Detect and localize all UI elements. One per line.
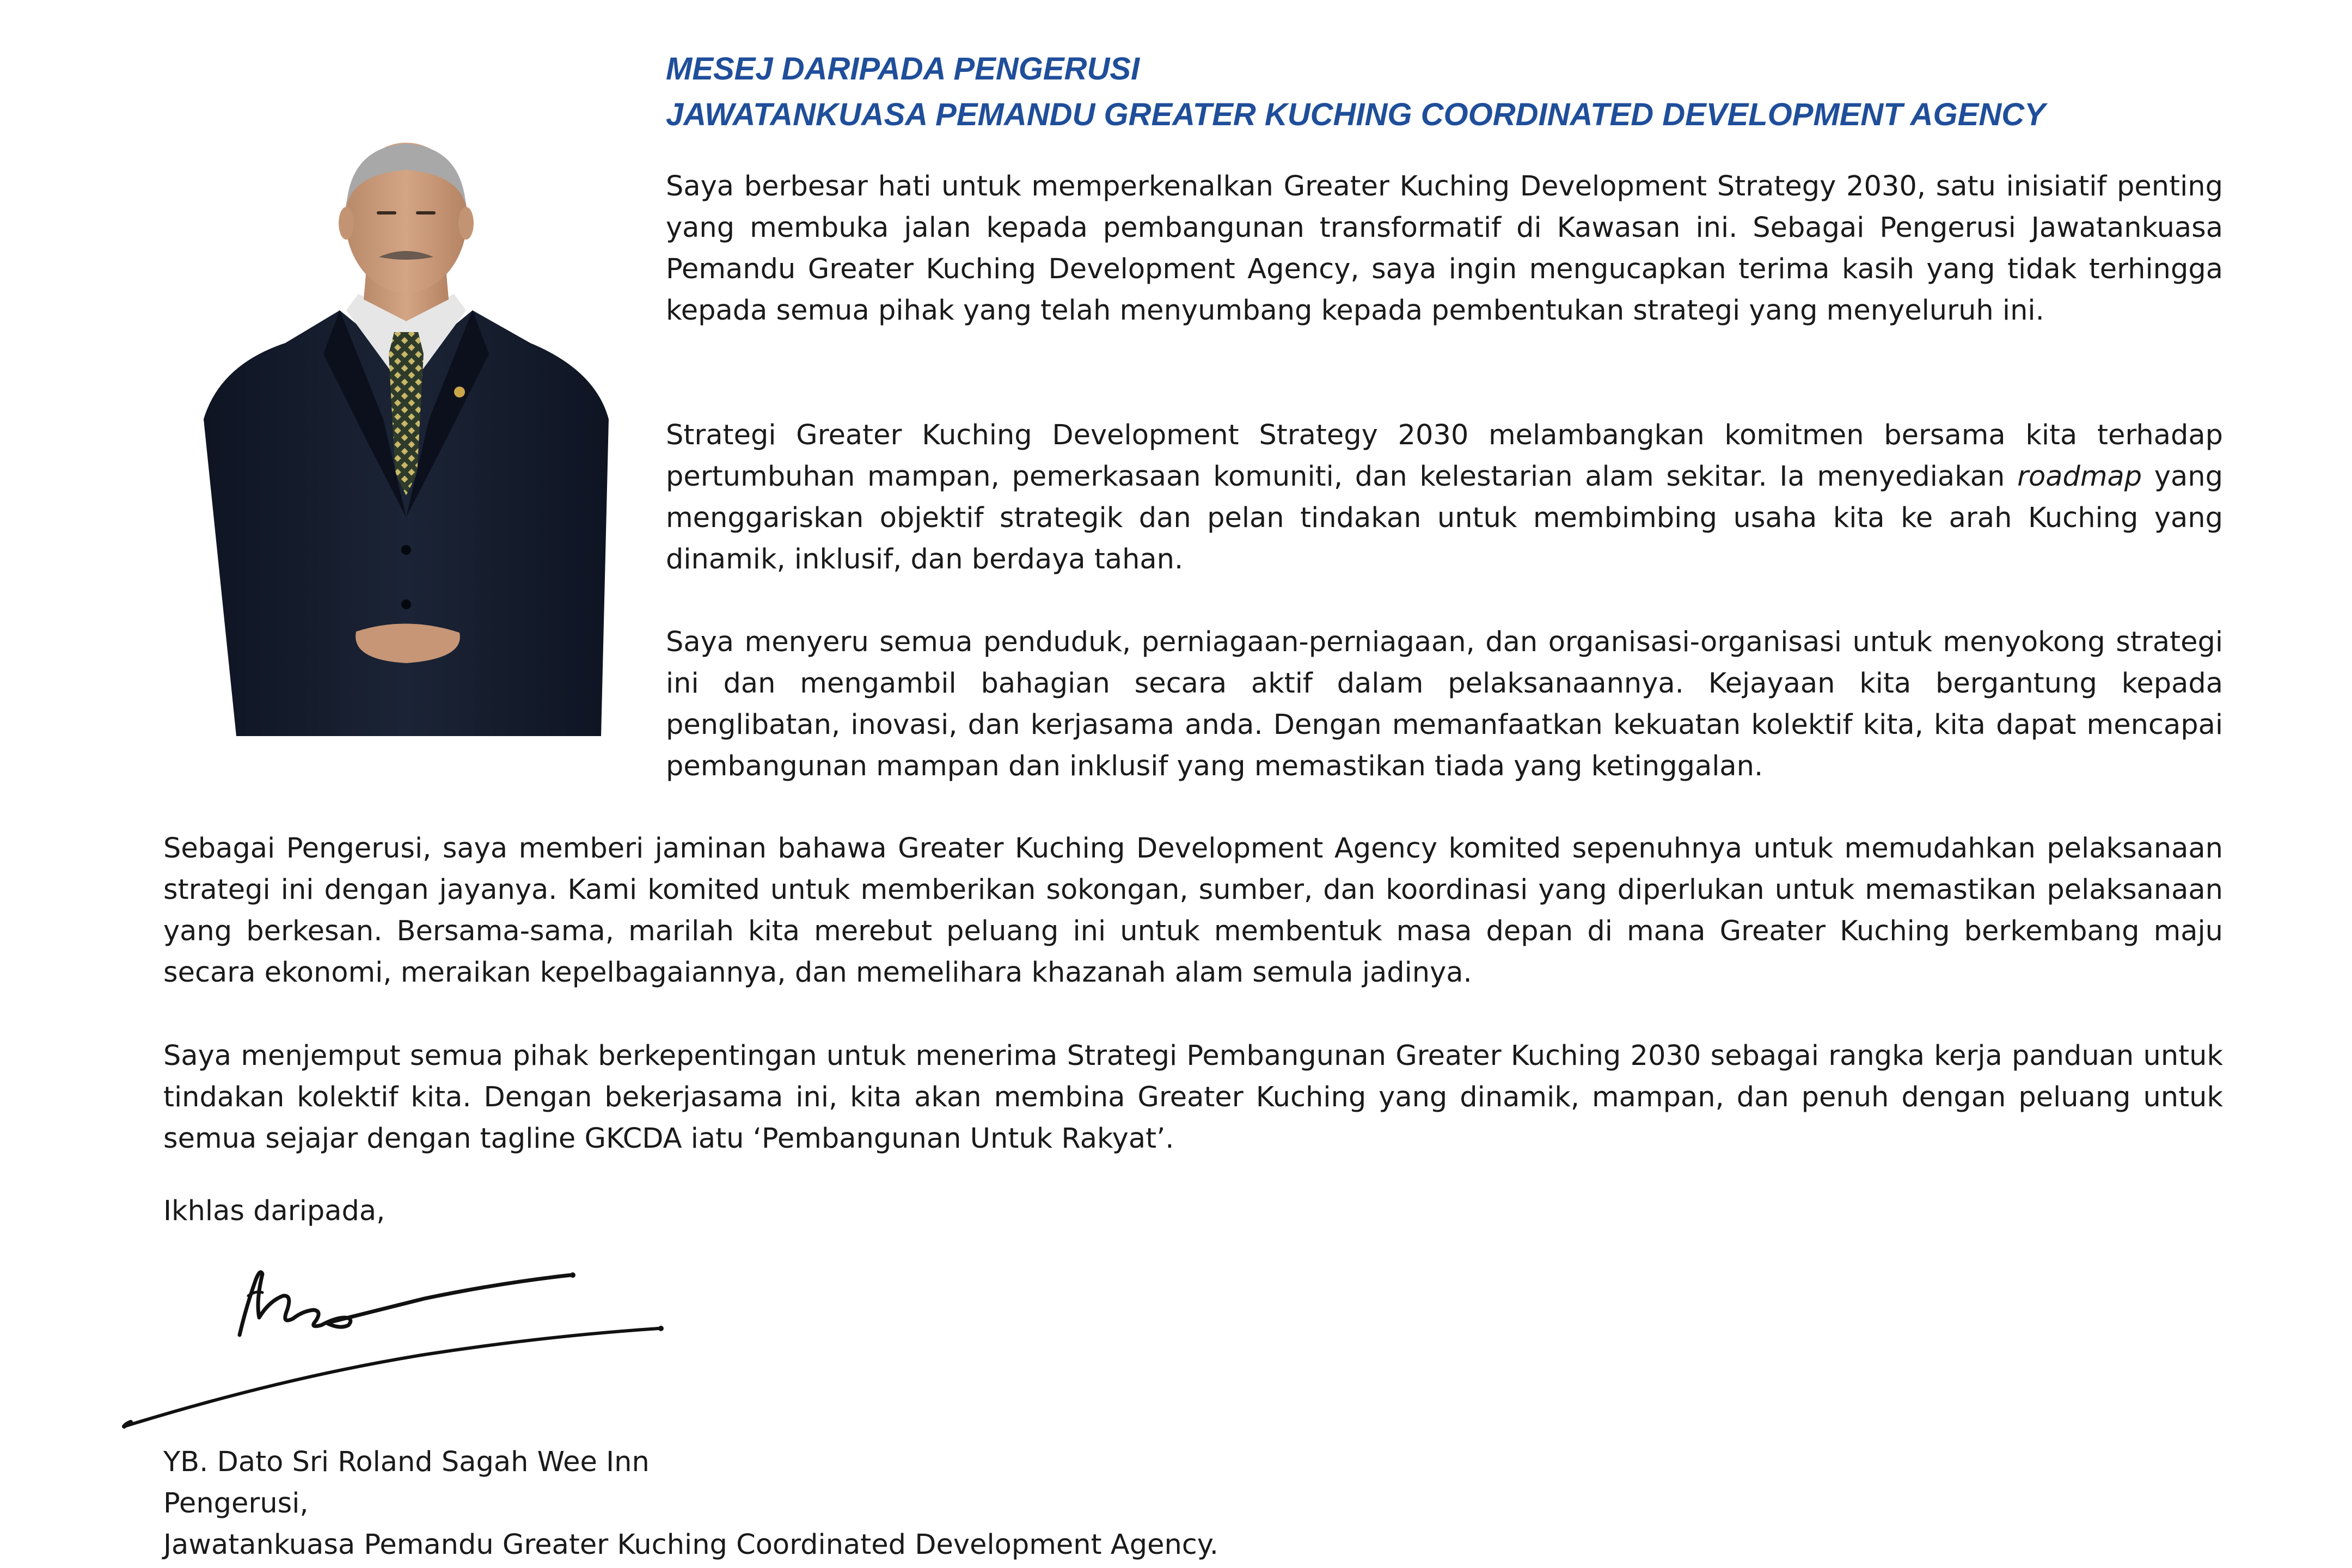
signatory-block xyxy=(163,1442,1218,1566)
signatory-position: Pengerusi, xyxy=(163,1487,309,1520)
chairman-portrait xyxy=(204,136,609,736)
message-heading xyxy=(666,46,2045,138)
paragraph-1: Saya berbesar hati untuk memperkenalkan Greater Kuching Development Strategy 2030, satu inisiatif penting yang membuka jalan kepada pembangunan transformatif di Kawasan ini. Sebagai Pengerusi Jawatankuasa Pemandu Greater Kuching Development Agency, saya ingin mengucapkan terima kasih yang tidak terhingga kepada semua pihak yang telah menyumbang kepada pembentukan strategi yang menyeluruh ini. xyxy=(666,170,2223,327)
handwritten-signature xyxy=(120,1236,675,1437)
paragraph-2 xyxy=(666,415,2223,580)
signatory-name: YB. Dato Sri Roland Sagah Wee Inn xyxy=(163,1446,650,1478)
heading-line-1: MESEJ DARIPADA PENGERUSI xyxy=(666,51,1140,87)
paragraph-2-text-end: yang menggariskan objektif strategik dan pelan tindakan untuk membimbing usaha kita ke arah Kuching yang dinamik, inklusif, dan berdaya tahan. xyxy=(666,461,2224,575)
paragraph-3: Saya menyeru semua penduduk, perniagaan-perniagaan, dan organisasi-organisasi untuk menyokong strategi ini dan mengambil bahagian secara aktif dalam pelaksanaannya. Kejayaan kita bergantung kepada penglibatan, inovasi, dan kerjasama anda. Dengan memanfaatkan kekuatan kolektif kita, kita dapat mencapai pembangunan mampan dan inklusif yang memastikan tiada yang ketinggalan. xyxy=(666,626,2223,782)
closing-line: Ikhlas daripada, xyxy=(163,1195,385,1227)
paragraph-2-text-start: Strategi Greater Kuching Development Strategy 2030 melambangkan komitmen bersama kita terhadap pertumbuhan mampan, pemerkasaan komuniti, dan kelestarian alam sekitar. Ia menyediakan xyxy=(666,419,2223,493)
paragraph-4: Sebagai Pengerusi, saya memberi jaminan bahawa Greater Kuching Development Agency komited sepenuhnya untuk memudahkan pelaksanaan strategi ini dengan jayanya. Kami komited untuk memberikan sokongan, sumber, dan koordinasi yang diperlukan untuk memastikan pelaksanaan yang berkesan. Bersama-sama, marilah kita merebut peluang ini untuk membentuk masa depan di mana Greater Kuching berkembang maju secara ekonomi, meraikan kepelbagaiannya, dan memelihara khazanah alam semula jadinya. xyxy=(163,832,2223,989)
paragraph-2-italic-term: roadmap xyxy=(2017,461,2142,493)
heading-line-2: JAWATANKUASA PEMANDU GREATER KUCHING COORDINATED DEVELOPMENT AGENCY xyxy=(666,97,2045,132)
signatory-organisation: Jawatankuasa Pemandu Greater Kuching Coordinated Development Agency. xyxy=(163,1529,1218,1561)
paragraph-5: Saya menjemput semua pihak berkepentingan untuk menerima Strategi Pembangunan Greater Kuching 2030 sebagai rangka kerja panduan untuk tindakan kolektif kita. Dengan bekerjasama ini, kita akan membina Greater Kuching yang dinamik, mampan, dan penuh dengan peluang untuk semua sejajar dengan tagline GKCDA iatu ‘Pembangunan Untuk Rakyat’. xyxy=(163,1040,2223,1155)
